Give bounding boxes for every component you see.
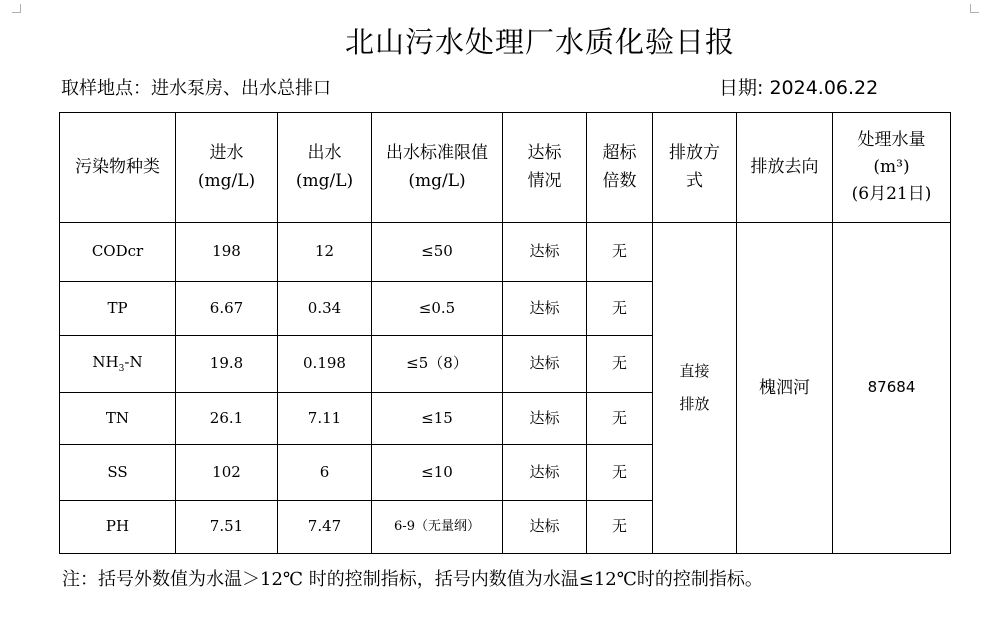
header-destination: 排放去向 <box>737 113 833 223</box>
param-cell: SS <box>60 445 176 501</box>
status-cell: 达标 <box>503 445 587 501</box>
effluent-cell: 0.34 <box>278 282 372 336</box>
effluent-cell: 7.11 <box>278 393 372 445</box>
param-cell <box>60 336 176 393</box>
header-limit <box>372 113 503 223</box>
status-cell: 达标 <box>503 336 587 393</box>
discharge-method-line1: 直接 <box>679 362 710 380</box>
treated-volume-cell: 87684 <box>833 223 951 554</box>
exceed-cell: 无 <box>587 336 653 393</box>
influent-cell: 6.67 <box>176 282 278 336</box>
water-quality-table <box>59 112 951 554</box>
effluent-cell: 6 <box>278 445 372 501</box>
status-cell: 达标 <box>503 282 587 336</box>
param-cell: TN <box>60 393 176 445</box>
influent-cell: 19.8 <box>176 336 278 393</box>
header-limit-unit: (mg/L) <box>408 170 466 191</box>
report-title: 北山污水处理厂水质化验日报 <box>344 25 735 59</box>
exceed-cell: 无 <box>587 501 653 554</box>
exceed-cell: 无 <box>587 282 653 336</box>
header-limit-label: 出水标准限值 <box>386 143 488 164</box>
limit-cell: ≤0.5 <box>372 282 503 336</box>
header-compliance-line2: 情况 <box>527 170 562 191</box>
limit-cell: ≤50 <box>372 223 503 282</box>
limit-cell: ≤15 <box>372 393 503 445</box>
header-method-line1: 排放方 <box>669 143 720 164</box>
limit-cell: 6-9（无量纲） <box>372 501 503 554</box>
limit-cell: ≤10 <box>372 445 503 501</box>
header-compliance <box>503 113 587 223</box>
header-effluent-label: 出水 <box>307 143 342 164</box>
header-method-line2: 式 <box>686 170 703 191</box>
exceed-cell: 无 <box>587 393 653 445</box>
effluent-cell: 0.198 <box>278 336 372 393</box>
param-cell: TP <box>60 282 176 336</box>
header-exceed-line2: 倍数 <box>602 170 637 191</box>
header-influent-label: 进水 <box>209 143 244 164</box>
discharge-method-cell <box>653 223 737 554</box>
discharge-destination-cell: 槐泗河 <box>737 223 833 554</box>
param-cell: CODcr <box>60 223 176 282</box>
influent-cell: 26.1 <box>176 393 278 445</box>
header-volume-unit: (m³) <box>873 156 910 177</box>
influent-cell: 7.51 <box>176 501 278 554</box>
header-exceed <box>587 113 653 223</box>
header-volume-date: (6月21日) <box>851 184 932 205</box>
header-influent-unit: (mg/L) <box>197 170 256 191</box>
param-subscript: 3 <box>118 364 125 375</box>
effluent-cell: 12 <box>278 223 372 282</box>
status-cell: 达标 <box>503 501 587 554</box>
header-effluent-unit: (mg/L) <box>295 170 354 191</box>
header-method <box>653 113 737 223</box>
param-cell: PH <box>60 501 176 554</box>
report-date: 日期: 2024.06.22 <box>719 77 879 99</box>
limit-cell: ≤5（8） <box>372 336 503 393</box>
effluent-cell: 7.47 <box>278 501 372 554</box>
corner-mark-right <box>970 4 979 13</box>
discharge-method-line2: 排放 <box>679 395 710 413</box>
param-tail: -N <box>124 353 143 372</box>
exceed-cell: 无 <box>587 223 653 282</box>
header-influent <box>176 113 278 223</box>
table-header-row <box>60 113 951 223</box>
status-cell: 达标 <box>503 223 587 282</box>
header-effluent <box>278 113 372 223</box>
sampling-location: 取样地点：进水泵房、出水总排口 <box>61 78 331 99</box>
header-volume <box>833 113 951 223</box>
status-cell: 达标 <box>503 393 587 445</box>
header-pollutant: 污染物种类 <box>60 113 176 223</box>
header-compliance-line1: 达标 <box>527 143 562 164</box>
header-exceed-line1: 超标 <box>602 143 637 164</box>
table-row <box>60 223 951 282</box>
header-volume-label: 处理水量 <box>857 129 926 150</box>
influent-cell: 102 <box>176 445 278 501</box>
corner-mark-left <box>12 4 21 13</box>
exceed-cell: 无 <box>587 445 653 501</box>
influent-cell: 198 <box>176 223 278 282</box>
footnote: 注：括号外数值为水温＞12℃ 时的控制指标，括号内数值为水温≤12℃时的控制指标。 <box>62 569 763 590</box>
param-main: NH <box>92 353 119 372</box>
